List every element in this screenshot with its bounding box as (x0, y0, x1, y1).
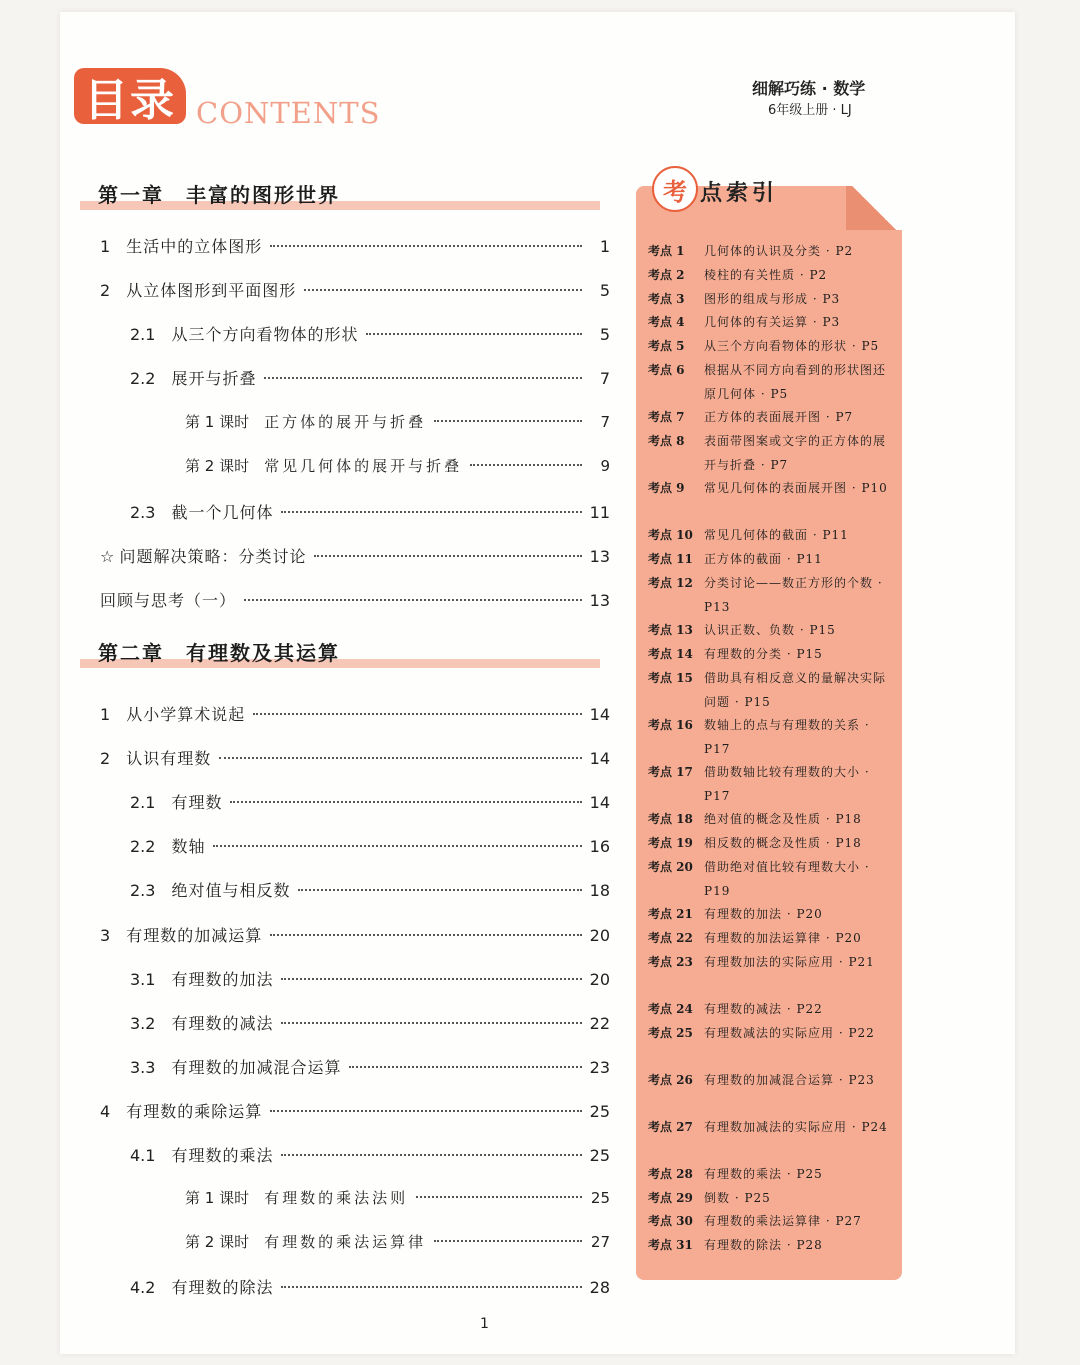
index-item[interactable] (648, 1187, 894, 1211)
toc-page: 1 (599, 237, 610, 256)
toc-number: 2.2 (130, 369, 172, 388)
index-item[interactable] (648, 430, 894, 477)
index-item[interactable] (648, 808, 894, 832)
toc-entry[interactable] (130, 878, 610, 901)
toc-page: 25 (589, 1146, 610, 1165)
index-label: 考点 30 (648, 1214, 693, 1228)
toc-leader (219, 757, 581, 759)
index-text: 有理数加减法的实际应用 · P24 (704, 1120, 888, 1134)
toc-page: 28 (589, 1278, 610, 1297)
index-item[interactable] (648, 1210, 894, 1234)
toc-page: 14 (589, 749, 610, 768)
index-text: 有理数的加减混合运算 · P23 (704, 1073, 875, 1087)
toc-leader (230, 801, 581, 803)
toc-title: 展开与折叠 (171, 369, 257, 388)
toc-page: 11 (589, 503, 610, 522)
toc-number: 2.3 (130, 503, 172, 522)
toc-page: 7 (599, 369, 610, 388)
index-label: 考点 8 (648, 434, 685, 448)
index-item[interactable] (648, 477, 894, 501)
index-item[interactable] (648, 667, 894, 714)
toc-leader (270, 245, 582, 247)
toc-entry[interactable] (100, 234, 610, 257)
index-text: 有理数减法的实际应用 · P22 (704, 1026, 875, 1040)
toc-page: 7 (600, 413, 610, 431)
index-item[interactable] (648, 643, 894, 667)
mulu-badge: 目录 (74, 68, 186, 124)
index-text: 有理数的乘法 · P25 (704, 1167, 823, 1181)
index-text: 借助具有相反意义的量解决实际问题 · P15 (704, 671, 887, 709)
index-heading (652, 166, 832, 210)
index-label: 考点 5 (648, 339, 685, 353)
toc-leader (314, 555, 581, 557)
index-item[interactable] (648, 1234, 894, 1258)
toc-entry[interactable] (100, 702, 610, 725)
index-item[interactable] (648, 1069, 894, 1093)
toc-page: 5 (599, 325, 610, 344)
toc-page: 27 (590, 1233, 610, 1251)
index-label: 考点 14 (648, 647, 693, 661)
toc-number: 1 (100, 705, 127, 724)
toc-title: 截一个几何体 (171, 503, 274, 522)
index-text: 根据从不同方向看到的形状图还原几何体 · P5 (704, 363, 887, 401)
toc-number: 4.2 (130, 1278, 172, 1297)
toc-number: 2 (100, 749, 127, 768)
toc-number: 3.1 (130, 970, 172, 989)
index-label: 考点 2 (648, 268, 685, 282)
toc-page: 18 (589, 881, 610, 900)
toc-page: 16 (589, 837, 610, 856)
index-item[interactable] (648, 572, 894, 619)
toc-entry[interactable] (130, 967, 610, 990)
toc-entry[interactable] (100, 923, 610, 946)
toc-title: 有理数的除法 (171, 1278, 274, 1297)
index-item[interactable] (648, 832, 894, 856)
index-text: 有理数的加法 · P20 (704, 907, 823, 921)
toc-entry[interactable] (130, 1011, 610, 1034)
toc-number: 2.1 (130, 325, 172, 344)
toc-leader (298, 889, 581, 891)
toc-entry[interactable] (130, 500, 610, 523)
index-item[interactable] (648, 311, 894, 335)
toc-page: 25 (589, 1102, 610, 1121)
index-text: 常见几何体的表面展开图 · P10 (704, 481, 888, 495)
toc-entry[interactable] (130, 322, 610, 345)
toc-entry[interactable] (185, 455, 610, 476)
toc-title: 数轴 (171, 837, 206, 856)
index-label: 考点 1 (648, 244, 685, 258)
page-fold-corner (846, 186, 902, 230)
toc-page: 5 (599, 281, 610, 300)
index-label: 考点 31 (648, 1238, 693, 1252)
index-label: 考点 27 (648, 1120, 693, 1134)
index-text: 绝对值的概念及性质 · P18 (704, 812, 862, 826)
toc-leader (434, 420, 582, 422)
index-text: 有理数的乘法运算律 · P27 (704, 1214, 862, 1228)
index-label: 考点 25 (648, 1026, 693, 1040)
index-text: 认识正数、负数 · P15 (704, 623, 836, 637)
toc-entry[interactable] (130, 1143, 610, 1166)
toc-entry[interactable] (100, 588, 610, 611)
chapter-title: 第一章 丰富的图形世界 (98, 183, 340, 207)
toc-title: 认识有理数 (126, 749, 212, 768)
index-text: 有理数的分类 · P15 (704, 647, 823, 661)
chapter-heading-1 (80, 182, 600, 212)
contents-heading: CONTENTS (196, 96, 381, 130)
index-item[interactable] (648, 761, 894, 808)
index-label: 考点 3 (648, 292, 685, 306)
index-item[interactable] (648, 927, 894, 951)
index-label: 考点 6 (648, 363, 685, 377)
toc-entry[interactable] (185, 411, 610, 432)
index-text: 相反数的概念及性质 · P18 (704, 836, 862, 850)
toc-entry[interactable] (130, 1275, 610, 1298)
toc-title: 有理数的加减混合运算 (171, 1058, 342, 1077)
toc-title: 有理数的乘法 (171, 1146, 274, 1165)
index-item[interactable] (648, 714, 894, 761)
index-heading-text: 点索引 (700, 181, 779, 206)
index-item[interactable] (648, 264, 894, 288)
toc-leader (213, 845, 581, 847)
toc-page: 25 (590, 1189, 610, 1207)
toc-number: 3.3 (130, 1058, 172, 1077)
toc-title: 有理数的减法 (171, 1014, 274, 1033)
toc-leader (244, 599, 582, 601)
index-label: 考点 21 (648, 907, 693, 921)
index-label: 考点 17 (648, 765, 693, 779)
index-item[interactable] (648, 998, 894, 1022)
index-item[interactable] (648, 1116, 894, 1140)
index-item[interactable] (648, 406, 894, 430)
toc-leader (416, 1196, 582, 1198)
toc-leader (253, 713, 581, 715)
chapter-title: 第二章 有理数及其运算 (98, 641, 340, 665)
index-text: 有理数的除法 · P28 (704, 1238, 823, 1252)
toc-title: 有理数 (171, 793, 223, 812)
toc-leader (281, 511, 581, 513)
index-label: 考点 26 (648, 1073, 693, 1087)
index-label: 考点 9 (648, 481, 685, 495)
toc-number: 2.1 (130, 793, 172, 812)
index-label: 考点 29 (648, 1191, 693, 1205)
index-item[interactable] (648, 903, 894, 927)
index-text: 表面带图案或文字的正方体的展开与折叠 · P7 (704, 434, 887, 472)
index-text: 借助绝对值比较有理数大小 · P19 (704, 860, 870, 898)
index-text: 有理数加法的实际应用 · P21 (704, 955, 875, 969)
toc-leader (281, 1022, 581, 1024)
toc-number: 4 (100, 1102, 127, 1121)
toc-title: 有理数的乘法法则 (264, 1189, 409, 1207)
toc-number: 1 (100, 237, 127, 256)
toc-title: 从三个方向看物体的形状 (171, 325, 359, 344)
index-text: 几何体的认识及分类 · P2 (704, 244, 854, 258)
book-subtitle: 6年级上册 · LJ (768, 103, 852, 118)
index-text: 正方体的截面 · P11 (704, 552, 823, 566)
toc-entry[interactable] (185, 1187, 610, 1208)
toc-page: 14 (589, 793, 610, 812)
index-label: 考点 4 (648, 315, 685, 329)
toc-entry[interactable] (130, 1055, 610, 1078)
index-text: 分类讨论——数正方形的个数 · P13 (704, 576, 883, 614)
index-text: 图形的组成与形成 · P3 (704, 292, 841, 306)
index-text: 有理数的加法运算律 · P20 (704, 931, 862, 945)
toc-title: 回顾与思考（一） (100, 591, 237, 610)
toc-title: 有理数的乘除运算 (126, 1102, 263, 1121)
toc-leader (281, 1286, 581, 1288)
index-label: 考点 13 (648, 623, 693, 637)
index-label: 考点 16 (648, 718, 693, 732)
index-item[interactable] (648, 856, 894, 903)
toc-number: 第 1 课时 (185, 413, 265, 431)
toc-leader (434, 1240, 582, 1242)
index-item[interactable] (648, 240, 894, 264)
index-item[interactable] (648, 548, 894, 572)
toc-page: 20 (589, 926, 610, 945)
toc-leader (304, 289, 582, 291)
index-text: 常见几何体的截面 · P11 (704, 528, 849, 542)
toc-number: 4.1 (130, 1146, 172, 1165)
toc-title: 从小学算术说起 (126, 705, 246, 724)
index-label: 考点 28 (648, 1167, 693, 1181)
index-text: 有理数的减法 · P22 (704, 1002, 823, 1016)
toc-title: 有理数的加减运算 (126, 926, 263, 945)
toc-leader (281, 1154, 581, 1156)
index-item[interactable] (648, 288, 894, 312)
toc-number: 2 (100, 281, 127, 300)
toc-number: 第 2 课时 (185, 457, 265, 475)
toc-number: 2.3 (130, 881, 172, 900)
index-label: 考点 24 (648, 1002, 693, 1016)
toc-entry[interactable] (185, 1231, 610, 1252)
index-label: 考点 20 (648, 860, 693, 874)
index-text: 从三个方向看物体的形状 · P5 (704, 339, 880, 353)
index-item[interactable] (648, 951, 894, 975)
index-item[interactable] (648, 1022, 894, 1046)
index-item[interactable] (648, 359, 894, 406)
toc-title: 常见几何体的展开与折叠 (264, 457, 463, 475)
book-title: 细解巧练 · 数学 (752, 79, 866, 98)
index-label: 考点 11 (648, 552, 693, 566)
toc-title: 绝对值与相反数 (171, 881, 291, 900)
index-label: 考点 15 (648, 671, 693, 685)
toc-page: 20 (589, 970, 610, 989)
toc-entry[interactable] (130, 790, 610, 813)
index-label: 考点 12 (648, 576, 693, 590)
index-label: 考点 23 (648, 955, 693, 969)
toc-leader (264, 377, 582, 379)
toc-title: 正方体的展开与折叠 (264, 413, 427, 431)
star-icon: ☆ (100, 547, 120, 566)
index-item[interactable] (648, 1163, 894, 1187)
index-text: 数轴上的点与有理数的关系 · P17 (704, 718, 870, 756)
index-text: 正方体的表面展开图 · P7 (704, 410, 854, 424)
toc-entry[interactable] (130, 366, 610, 389)
toc-entry[interactable] (100, 544, 610, 567)
toc-title: 生活中的立体图形 (126, 237, 263, 256)
toc-page: 13 (589, 547, 610, 566)
index-text: 棱柱的有关性质 · P2 (704, 268, 828, 282)
index-text: 借助数轴比较有理数的大小 · P17 (704, 765, 870, 803)
page-number: 1 (480, 1316, 489, 1332)
index-text: 倒数 · P25 (704, 1191, 771, 1205)
index-label: 考点 10 (648, 528, 693, 542)
index-text: 几何体的有关运算 · P3 (704, 315, 841, 329)
toc-title: 问题解决策略：分类讨论 (119, 547, 307, 566)
toc-page: 14 (589, 705, 610, 724)
toc-leader (281, 978, 581, 980)
toc-entry[interactable] (100, 746, 610, 769)
toc-page: 23 (589, 1058, 610, 1077)
toc-leader (470, 464, 582, 466)
toc-number: 2.2 (130, 837, 172, 856)
index-label: 考点 7 (648, 410, 685, 424)
toc-page: 9 (600, 457, 610, 475)
toc-title: 从立体图形到平面图形 (126, 281, 297, 300)
index-item[interactable] (648, 335, 894, 359)
toc-page: 13 (589, 591, 610, 610)
toc-number: 第 2 课时 (185, 1233, 265, 1251)
toc-number: 3.2 (130, 1014, 172, 1033)
index-item[interactable] (648, 524, 894, 548)
toc-leader (270, 1110, 581, 1112)
index-label: 考点 22 (648, 931, 693, 945)
toc-page: 22 (589, 1014, 610, 1033)
index-item[interactable] (648, 619, 894, 643)
toc-leader (366, 333, 582, 335)
toc-number: 3 (100, 926, 127, 945)
index-label: 考点 18 (648, 812, 693, 826)
toc-number: 第 1 课时 (185, 1189, 265, 1207)
index-label: 考点 19 (648, 836, 693, 850)
toc-entry[interactable] (100, 1099, 610, 1122)
toc-title: 有理数的乘法运算律 (264, 1233, 427, 1251)
toc-title: 有理数的加法 (171, 970, 274, 989)
toc-leader (349, 1066, 581, 1068)
chapter-heading-2 (80, 640, 600, 670)
toc-leader (270, 934, 581, 936)
toc-entry[interactable] (130, 834, 610, 857)
toc-entry[interactable] (100, 278, 610, 301)
kao-badge: 考 (652, 166, 698, 212)
